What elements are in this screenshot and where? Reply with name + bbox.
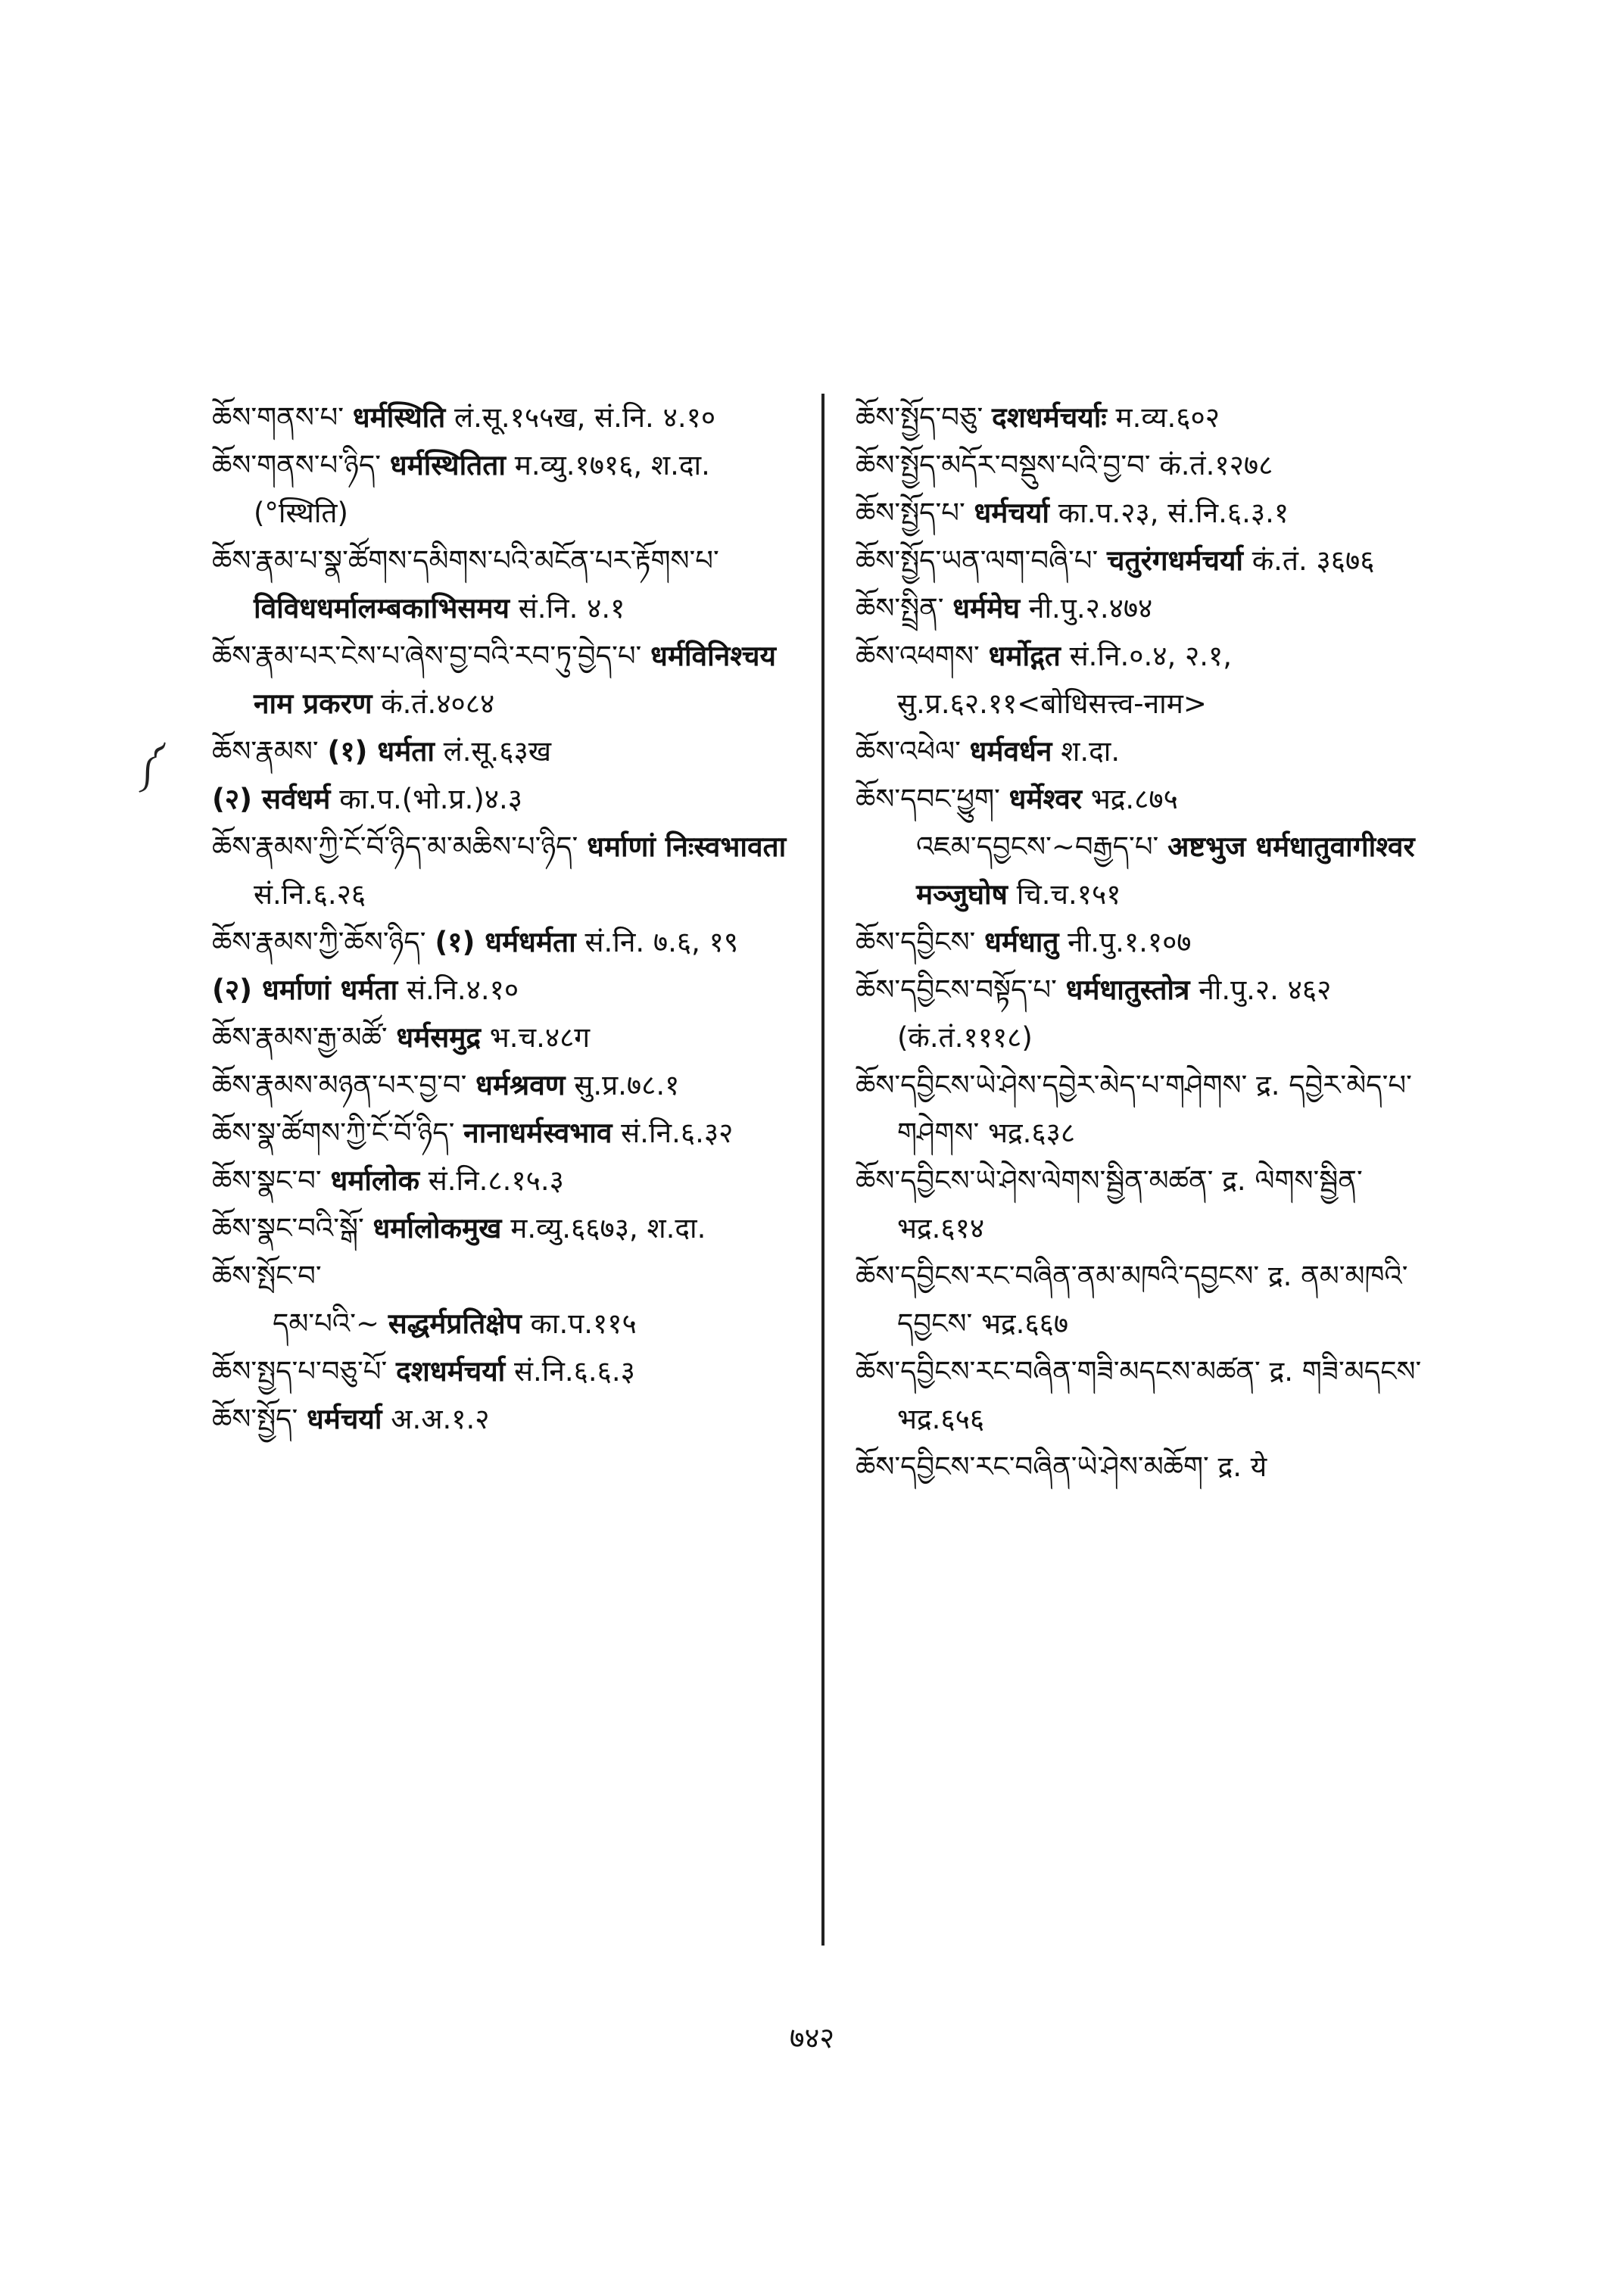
- sanskrit-term: धर्मालोक: [330, 1164, 419, 1197]
- reference: सं.नि.६.६.३: [514, 1355, 635, 1388]
- dictionary-entry: [212, 1395, 787, 1443]
- sanskrit-term: (१) धर्मता: [327, 735, 435, 768]
- sanskrit-term: धर्मधातुस्तोत्र: [1065, 974, 1190, 1006]
- reference: भद्र.८७५: [1090, 783, 1178, 815]
- sanskrit-term: नानाधर्मस्वभाव: [463, 1117, 613, 1149]
- reference: द्र. ནམ་མཁའི་དབྱངས་ भद्र.६६७: [897, 1260, 1408, 1340]
- tibetan-headword: ཆོས་སྤྱད་པ་བཅུ་པོ་: [212, 1355, 388, 1388]
- tibetan-headword: ཆོས་རྣམས་མཉན་པར་བྱ་བ་: [212, 1069, 467, 1101]
- page-number: ७४२: [789, 2021, 835, 2055]
- tibetan-headword: ཆོས་རྣམས་ཀྱི་ངོ་བོ་ཉིད་མ་མཆིས་པ་ཉིད་: [212, 830, 578, 863]
- sanskrit-term: धर्मालोकमुख: [372, 1212, 502, 1245]
- sanskrit-term: (२) धर्माणां धर्मता: [212, 974, 398, 1006]
- sanskrit-term: अष्टभुज धर्मधातुवागीश्वर मञ्जुघोष: [916, 830, 1415, 911]
- sanskrit-term: धर्मस्थिति: [352, 401, 446, 434]
- sanskrit-term: धर्मचर्या: [307, 1403, 382, 1435]
- reference: का.प.२३, सं.नि.६.३.१: [1058, 497, 1289, 529]
- dictionary-entry: [856, 1252, 1454, 1347]
- reference: म.व्यु.६६७३, श.दा.: [510, 1212, 706, 1245]
- tibetan-headword: ཆོས་རྣམ་པར་ངེས་པ་ཞེས་བྱ་བའི་རབ་ཏུ་བྱེད་པ་: [212, 640, 642, 672]
- reference: नी.पु.१.१०७: [1068, 926, 1192, 958]
- sanskrit-term: चतुरंगधर्मचर्या: [1107, 544, 1243, 577]
- dictionary-entry: [856, 489, 1454, 537]
- reference: कं.तं. ३६७६: [1252, 544, 1375, 577]
- dictionary-entry: [856, 1443, 1454, 1491]
- dictionary-entry: [212, 1014, 787, 1061]
- dictionary-entry: [856, 775, 1454, 823]
- sanskrit-term: धर्मस्थितिता: [389, 449, 506, 481]
- dictionary-entry: [856, 966, 1454, 1061]
- dictionary-entry: [212, 441, 787, 537]
- tibetan-headword: ཆོས་རྣམས་ཀྱི་ཆོས་ཉིད་: [212, 926, 426, 958]
- reference: कं.तं.४०८४: [381, 687, 495, 720]
- dictionary-entry: [212, 394, 787, 441]
- dictionary-entry: [856, 1347, 1454, 1443]
- sanskrit-term: दशधर्मचर्या: [396, 1355, 506, 1388]
- reference: द्र. གཟི་མདངས་ भद्र.६५६: [897, 1355, 1422, 1435]
- dictionary-entry: [212, 727, 787, 775]
- reference: सं.नि.६.२६: [254, 878, 366, 911]
- reference: सं.नि.६.३२: [621, 1117, 734, 1149]
- reference: श.दा.: [1061, 735, 1121, 768]
- tibetan-headword: ཆོས་སྣ་ཚོགས་ཀྱི་ངོ་བོ་ཉིད་: [212, 1117, 455, 1149]
- sanskrit-term: विविधधर्मालम्बकाभिसमय: [254, 592, 510, 625]
- reference: सं.नि. ७.६, १९: [584, 926, 739, 958]
- tibetan-headword: ཆོས་དབྱིངས་ཡེ་ཤེས་ལེགས་སྦྱིན་མཚན་: [856, 1164, 1214, 1197]
- reference: म.व्यु.१७१६, श.दा.(°स्थिति): [254, 449, 710, 529]
- reference: अ.अ.१.२: [391, 1403, 490, 1435]
- sanskrit-term: धर्मविनिश्चय नाम प्रकरण: [254, 640, 776, 720]
- tibetan-headword: ཆོས་སྤྲིན་: [856, 592, 944, 625]
- reference: सं.नि.८.१५.३: [428, 1164, 564, 1197]
- dictionary-entry: [212, 632, 787, 727]
- reference: सं.नि.४.१०: [406, 974, 519, 1006]
- dictionary-entry: [212, 1252, 787, 1300]
- left-column: [212, 394, 787, 1443]
- dictionary-entry: [856, 1061, 1454, 1157]
- tibetan-headword: ཆོས་དབྱིངས་རང་བཞིན་གཟི་མདངས་མཚན་: [856, 1355, 1261, 1388]
- dictionary-entry: [856, 441, 1454, 489]
- tibetan-headword: ཆོས་དབྱིངས་རང་བཞིན་ཡེ་ཤེས་མཆོག་: [856, 1450, 1209, 1483]
- tibetan-headword: ཆོས་འཕགས་: [856, 640, 980, 672]
- tibetan-headword: ཆོས་དབང་ཕྱུག་: [856, 783, 1000, 815]
- dictionary-entry: [212, 1109, 787, 1157]
- margin-mark: ༼: [138, 746, 165, 785]
- sanskrit-term: (१) धर्मधर्मता: [435, 926, 576, 958]
- sanskrit-term: धर्मश्रवण: [475, 1069, 566, 1101]
- dictionary-entry: [856, 537, 1454, 584]
- reference: भ.च.४८ग: [489, 1021, 591, 1054]
- reference: द्र. དབྱེར་མེད་པ་གཤེགས་ भद्र.६३८: [897, 1069, 1412, 1149]
- tibetan-headword: ཆོས་སྤོང་བ་: [212, 1260, 322, 1292]
- tibetan-headword: ཆོས་སྣང་བའི་སྒོ་: [212, 1212, 364, 1245]
- reference: म.व्य.६०२: [1115, 401, 1220, 434]
- reference: सं.नि. ४.१: [518, 592, 625, 625]
- tibetan-headword: ཆོས་སྣང་བ་: [212, 1164, 322, 1197]
- tibetan-headword: ཆོས་དབྱིངས་: [856, 926, 976, 958]
- reference: का.प.(भो.प्र.)४.३: [339, 783, 523, 815]
- reference: लं.सू.१५५ख, सं.नि. ४.१०: [454, 401, 716, 434]
- tibetan-headword: ཆོས་འཕེལ་: [856, 735, 961, 768]
- tibetan-headword: ཆོས་རྣམ་པ་སྣ་ཚོགས་དམིགས་པའི་མངོན་པར་རྟོགས་པ་: [212, 544, 719, 577]
- reference: नी.पु.२. ४६२ (कं.तं.१११८): [897, 974, 1332, 1054]
- reference: द्र. ये: [1217, 1450, 1267, 1483]
- dictionary-entry: [212, 775, 787, 823]
- sanskrit-term: धर्मेश्वर: [1008, 783, 1082, 815]
- sanskrit-term: धर्मधातु: [984, 926, 1059, 958]
- reference: सं.नि.०.४, २.१, सु.प्र.६२.११<बोधिसत्त्व-नाम>: [897, 640, 1233, 720]
- tibetan-headword: ཆོས་སྤྱོད་བཅུ་: [856, 401, 983, 434]
- sanskrit-term: धर्मोद्गत: [988, 640, 1061, 672]
- dictionary-entry: [856, 823, 1454, 918]
- dictionary-entry: [856, 584, 1454, 632]
- sanskrit-term: धर्ममेघ: [952, 592, 1021, 625]
- sanskrit-term: सद्धर्मप्रतिक्षेप: [388, 1307, 522, 1340]
- dictionary-entry: [212, 1061, 787, 1109]
- sanskrit-term: दशधर्मचर्याः: [992, 401, 1107, 434]
- dictionary-entry: [212, 918, 787, 966]
- dictionary-entry: [212, 1300, 787, 1347]
- tibetan-headword: ཆོས་རྣམས་རྒྱ་མཚོ་: [212, 1021, 388, 1054]
- reference: चि.च.१५१: [1016, 878, 1121, 911]
- sanskrit-term: धर्माणां निःस्वभावता: [587, 830, 787, 863]
- column-divider: [821, 394, 824, 1946]
- tibetan-headword: ཆོས་དབྱིངས་བསྟོད་པ་: [856, 974, 1057, 1006]
- reference: सु.प्र.७८.१: [574, 1069, 680, 1101]
- tibetan-headword: ཆོས་རྣམས་: [212, 735, 319, 768]
- tibetan-headword: ཆོས་དབྱིངས་རང་བཞིན་ནམ་མཁའི་དབྱངས་: [856, 1260, 1260, 1292]
- dictionary-entry: [856, 727, 1454, 775]
- dictionary-entry: [212, 1347, 787, 1395]
- tibetan-headword: ཆོས་དབྱིངས་ཡེ་ཤེས་དབྱེར་མེད་པ་གཤེགས་: [856, 1069, 1248, 1101]
- tibetan-headword: ཆོས་སྤྱོད་: [212, 1403, 298, 1435]
- tibetan-headword: ཆོས་སྤྱོད་པ་: [856, 497, 965, 529]
- tibetan-headword: དམ་པའི་~: [273, 1307, 379, 1340]
- sanskrit-term: धर्मचर्या: [974, 497, 1049, 529]
- tibetan-headword: ཆོས་སྤྱོད་ཡན་ལག་བཞི་པ་: [856, 544, 1099, 577]
- dictionary-entry: [856, 394, 1454, 441]
- reference: नी.पु.२.४७४: [1028, 592, 1153, 625]
- dictionary-entry: [212, 1204, 787, 1252]
- dictionary-entry: [856, 632, 1454, 727]
- tibetan-headword: ཆོས་གནས་པ་ཉིད་: [212, 449, 382, 481]
- reference: द्र. ལེགས་སྦྱིན་ भद्र.६१४: [897, 1164, 1363, 1245]
- dictionary-entry: [212, 966, 787, 1014]
- sanskrit-term: (२) सर्वधर्म: [212, 783, 331, 815]
- dictionary-entry: [212, 1157, 787, 1204]
- right-column: [856, 394, 1454, 1491]
- reference: लं.सू.६३ख: [443, 735, 552, 768]
- dictionary-entry: [856, 1157, 1454, 1252]
- tibetan-headword: ཆོས་གནས་པ་: [212, 401, 344, 434]
- reference: कं.तं.१२७८: [1159, 449, 1273, 481]
- dictionary-entry: [212, 537, 787, 632]
- tibetan-headword: ཆོས་སྤྱོད་མདོར་བསྡུས་པའི་བྱ་བ་: [856, 449, 1151, 481]
- sanskrit-term: धर्मवर्धन: [969, 735, 1052, 768]
- tibetan-headword: འཇམ་དབྱངས་~བརྒྱད་པ་: [916, 830, 1159, 863]
- dictionary-entry: [856, 918, 1454, 966]
- sanskrit-term: धर्मसमुद्र: [396, 1021, 482, 1054]
- dictionary-entry: [212, 823, 787, 918]
- reference: का.प.११५: [530, 1307, 637, 1340]
